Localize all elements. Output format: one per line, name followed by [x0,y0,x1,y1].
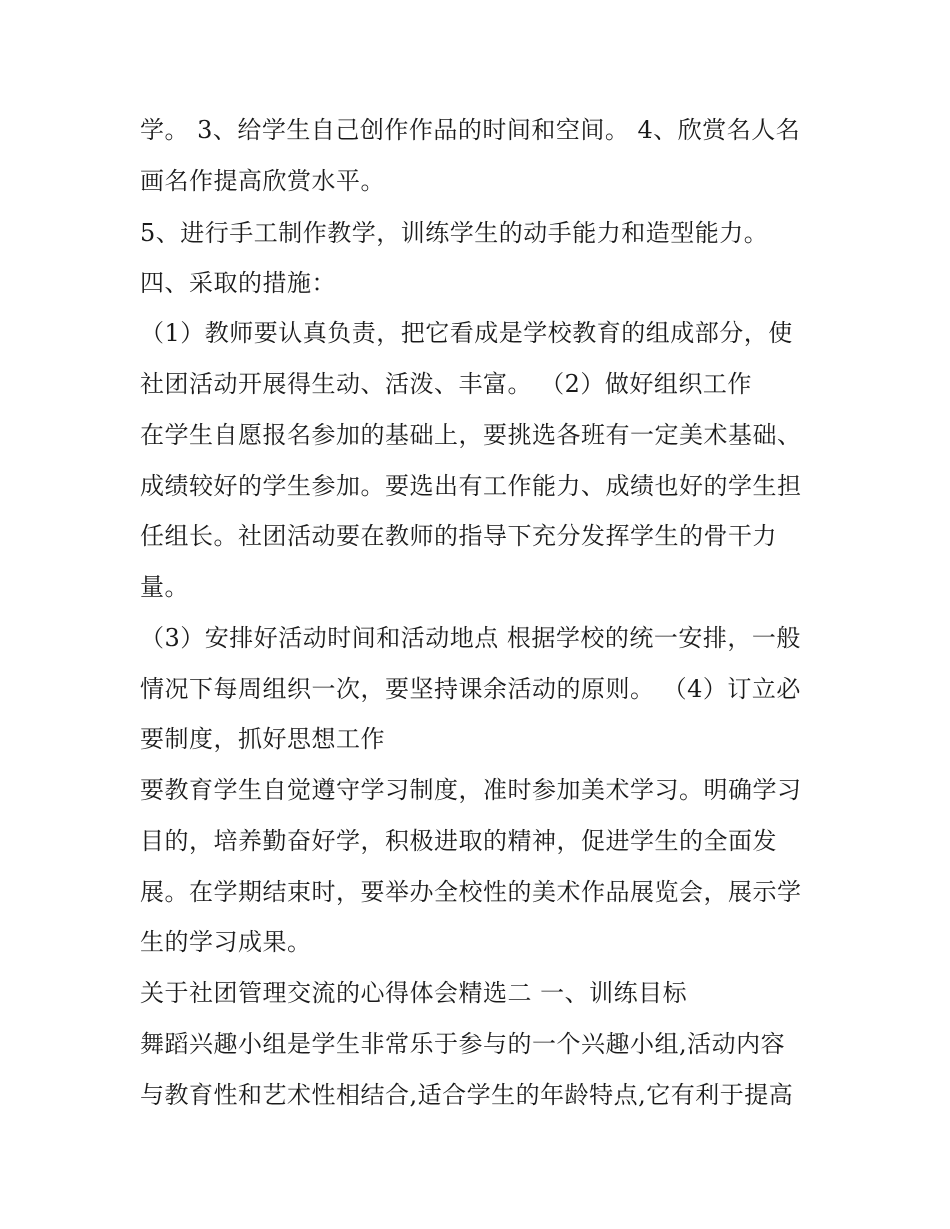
section-heading: 四、采取的措施： [140,269,336,297]
text-line: 5、进行手工制作教学，训练学生的动手能力和造型能力。 [140,219,769,247]
text-line: 学。 3、给学生自己创作作品的时间和空间。 4、欣赏名人名 [140,116,801,144]
text-line: 与教育性和艺术性相结合,适合学生的年龄特点,它有利于提高 [140,1081,794,1109]
text-line: 社团活动开展得生动、活泼、丰富。 （2）做好组织工作 [140,370,752,398]
text-line: 任组长。社团活动要在教师的指导下充分发挥学生的骨干力 [140,522,777,550]
section-heading: 关于社团管理交流的心得体会精选二 一、训练目标 [140,979,688,1007]
text-line: 目的，培养勤奋好学，积极进取的精神，促进学生的全面发 [140,827,777,855]
text-line: 舞蹈兴趣小组是学生非常乐于参与的一个兴趣小组,活动内容 [140,1030,786,1058]
text-line: 要教育学生自觉遵守学习制度，准时参加美术学习。明确学习 [140,776,802,804]
text-line: 要制度，抓好思想工作 [140,725,385,753]
text-line: 展。在学期结束时，要举办全校性的美术作品展览会，展示学 [140,878,802,906]
text-line: （1）教师要认真负责，把它看成是学校教育的组成部分，使 [140,319,793,347]
text-line: 量。 [140,573,189,601]
text-line: （3）安排好活动时间和活动地点 根据学校的统一安排，一般 [140,624,801,652]
text-line: 情况下每周组织一次，要坚持课余活动的原则。 （4）订立必 [140,675,801,703]
text-line: 成绩较好的学生参加。要选出有工作能力、成绩也好的学生担 [140,472,802,500]
text-line: 生的学习成果。 [140,928,312,956]
text-line: 画名作提高欣赏水平。 [140,167,385,195]
text-line: 在学生自愿报名参加的基础上，要挑选各班有一定美术基础、 [140,421,802,449]
